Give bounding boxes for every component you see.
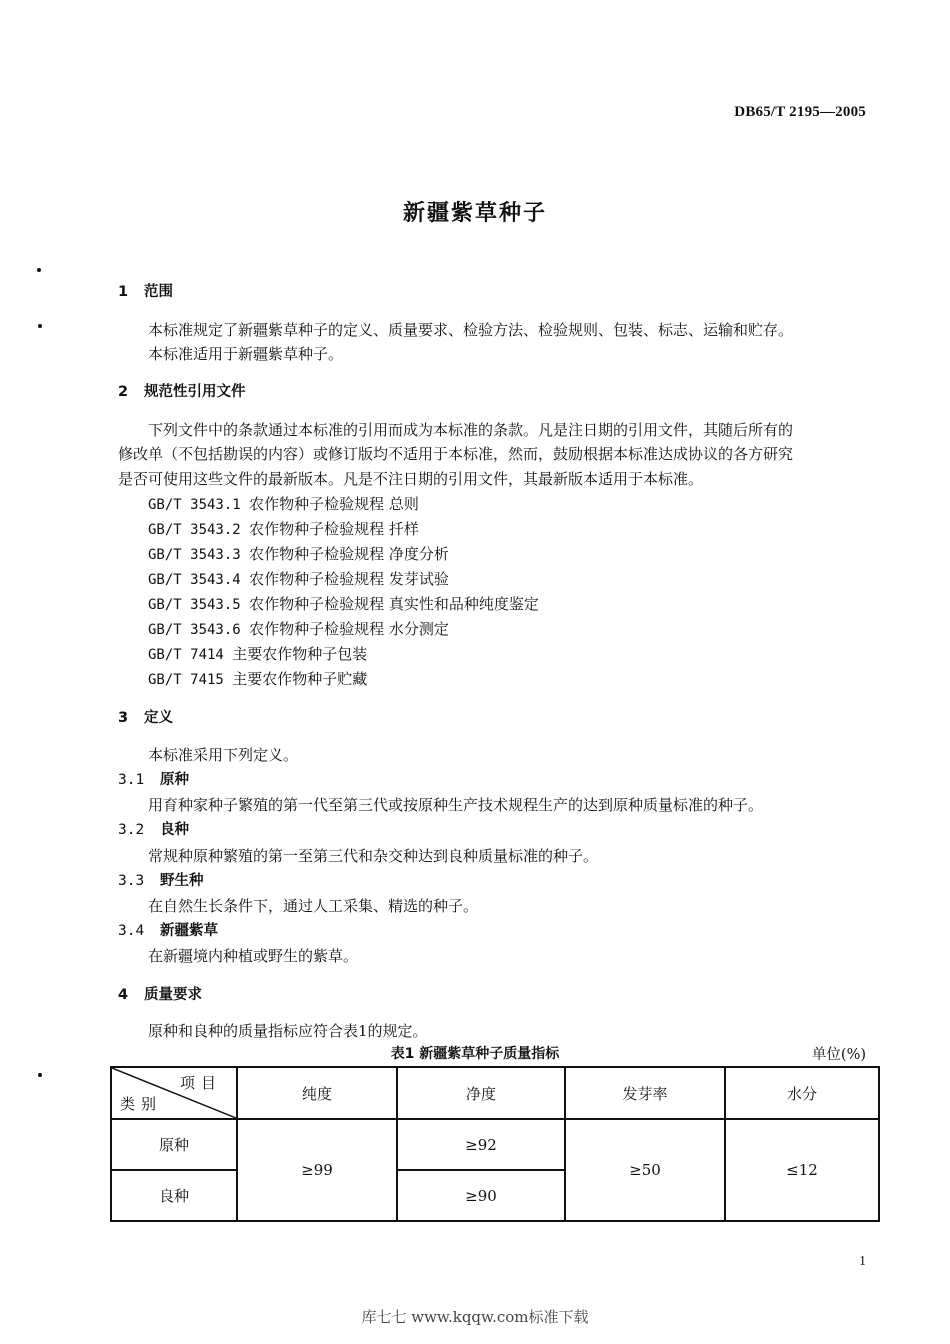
definition-text: 常规种原种繁殖的第一至第三代和杂交种达到良种质量标准的种子。	[148, 847, 599, 865]
net-value: ≥92	[397, 1119, 565, 1170]
definition-heading: 3.4 新疆紫草	[118, 923, 218, 939]
column-header-moisture: 水分	[725, 1067, 879, 1119]
reference-item: GB/T 3543.2 农作物种子检验规程 扦样	[148, 520, 419, 538]
page-number: 1	[859, 1254, 866, 1269]
section-3-heading: 3 定义	[118, 710, 173, 726]
definition-heading: 3.1 原种	[118, 772, 189, 788]
section-3-intro: 本标准采用下列定义。	[148, 746, 299, 764]
reference-item: GB/T 3543.6 农作物种子检验规程 水分测定	[148, 620, 449, 638]
section-1-line-2: 本标准适用于新疆紫草种子。	[148, 345, 344, 363]
reference-item: GB/T 7414 主要农作物种子包装	[148, 645, 368, 663]
column-header-net: 净度	[397, 1067, 565, 1119]
definition-heading: 3.3 野生种	[118, 873, 204, 889]
row-category: 良种	[111, 1170, 237, 1221]
row-category: 原种	[111, 1119, 237, 1170]
moisture-value: ≤12	[725, 1119, 879, 1221]
definition-text: 在新疆境内种植或野生的紫草。	[148, 947, 359, 965]
table-corner-cell	[111, 1067, 237, 1119]
section-1-heading: 1 范围	[118, 284, 173, 300]
reference-item: GB/T 3543.1 农作物种子检验规程 总则	[148, 495, 419, 513]
scan-speck	[38, 324, 42, 328]
definition-heading: 3.2 良种	[118, 822, 189, 838]
net-value: ≥90	[397, 1170, 565, 1221]
corner-bottom-label: 类别	[120, 1095, 163, 1113]
table-row	[111, 1119, 879, 1170]
corner-top-label: 项目	[179, 1074, 222, 1092]
section-2-intro-1: 下列文件中的条款通过本标准的引用而成为本标准的条款。凡是注日期的引用文件，其随后所有的	[148, 421, 794, 439]
scan-speck	[37, 268, 41, 272]
section-4-heading: 4 质量要求	[118, 987, 202, 1003]
table-unit: 单位(%)	[811, 1047, 866, 1063]
reference-item: GB/T 3543.5 农作物种子检验规程 真实性和品种纯度鉴定	[148, 595, 539, 613]
reference-item: GB/T 7415 主要农作物种子贮藏	[148, 670, 368, 688]
reference-item: GB/T 3543.4 农作物种子检验规程 发芽试验	[148, 570, 449, 588]
standard-code: DB65/T 2195—2005	[734, 104, 866, 120]
table-caption: 表1 新疆紫草种子质量指标	[390, 1046, 560, 1062]
scan-speck	[38, 1073, 42, 1077]
section-2-intro-3: 是否可使用这些文件的最新版本。凡是不注日期的引用文件，其最新版本适用于本标准。	[118, 470, 704, 488]
section-2-intro-2: 修改单（不包括勘误的内容）或修订版均不适用于本标准，然而，鼓励根据本标准达成协议的各方研究	[118, 445, 794, 463]
germination-value: ≥50	[565, 1119, 725, 1221]
section-1-line-1: 本标准规定了新疆紫草种子的定义、质量要求、检验方法、检验规则、包装、标志、运输和贮存。	[148, 321, 794, 339]
column-header-germination: 发芽率	[565, 1067, 725, 1119]
quality-table	[110, 1066, 880, 1222]
section-2-heading: 2 规范性引用文件	[118, 384, 246, 400]
reference-item: GB/T 3543.3 农作物种子检验规程 净度分析	[148, 545, 449, 563]
definition-text: 在自然生长条件下，通过人工采集、精选的种子。	[148, 897, 479, 915]
section-4-intro: 原种和良种的质量指标应符合表1的规定。	[148, 1022, 428, 1040]
document-title: 新疆紫草种子	[402, 201, 547, 226]
footer-watermark: 库七七 www.kqqw.com标准下载	[361, 1308, 589, 1326]
definition-text: 用育种家种子繁殖的第一代至第三代或按原种生产技术规程生产的达到原种质量标准的种子。	[148, 796, 764, 814]
column-header-purity: 纯度	[237, 1067, 397, 1119]
purity-value: ≥99	[237, 1119, 397, 1221]
